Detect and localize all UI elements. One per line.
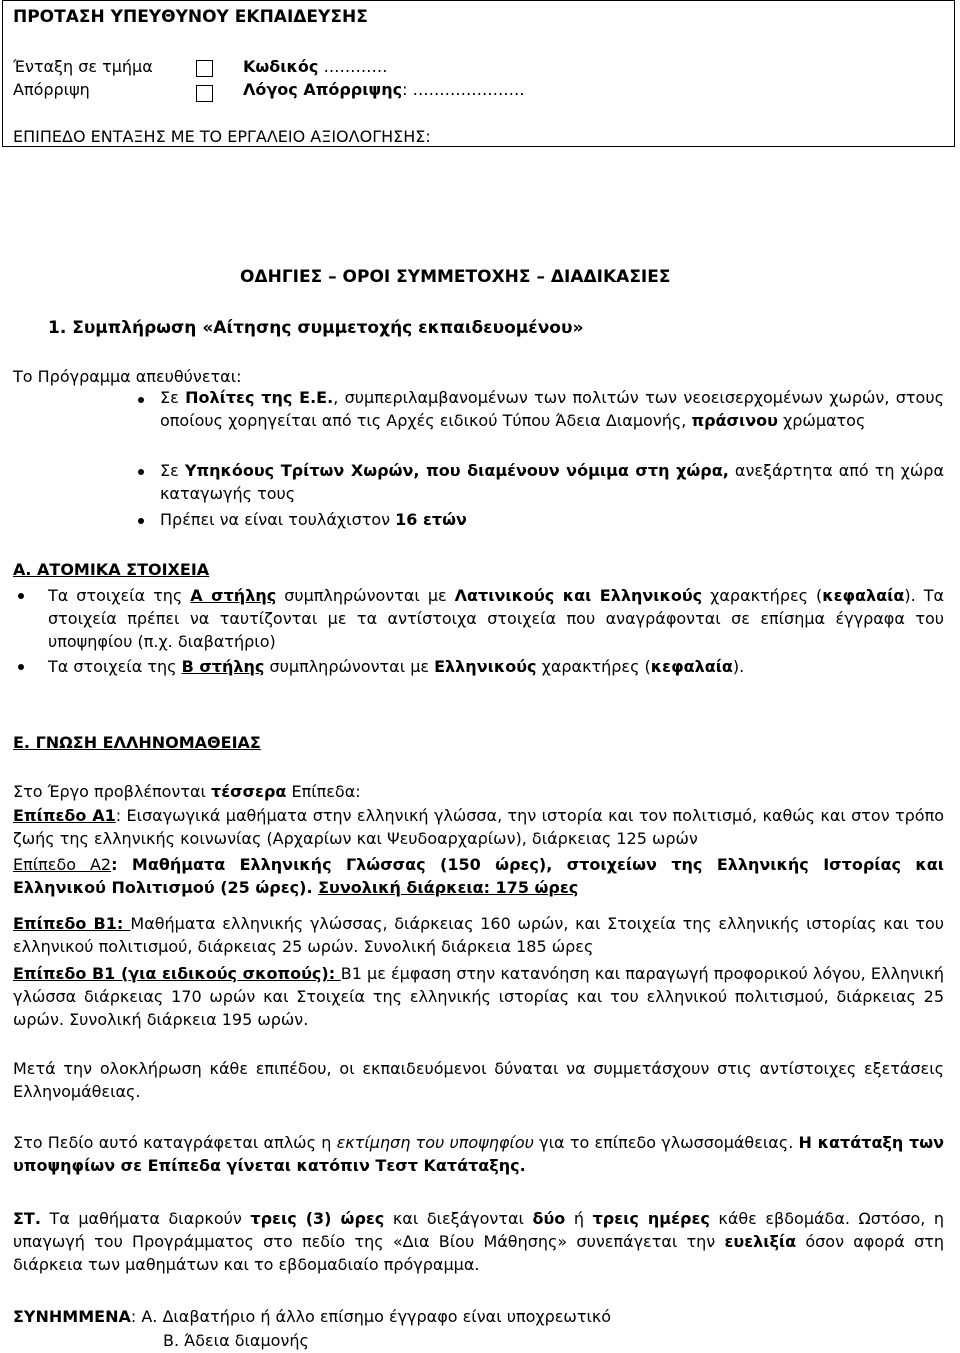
- rejection-reason-row: [243, 78, 525, 101]
- rejection-reason-label: Λόγος Απόρριψης: [243, 80, 403, 99]
- rejection-label: Απόρριψη: [13, 80, 90, 99]
- bullet-icon: [138, 469, 144, 475]
- audience-intro: Το Πρόγραμμα απευθύνεται:: [13, 367, 242, 386]
- inclusion-label: Ένταξη σε τμήμα: [13, 57, 153, 76]
- section-a-column-a: Τα στοιχεία της Α στήλης συμπληρώνονται με Λατινικούς και Ελληνικούς χαρακτήρες (κεφαλαία). Τα στοιχεία πρέπει να ταυτίζονται με τα αντίστοιχα στοιχεία που αναγράφονται σε επίσημα έγγραφα του υποψηφίου (π.χ. διαβατήριο): [48, 586, 945, 651]
- rejection-reason-colon: :: [402, 80, 408, 99]
- code-row: [243, 55, 387, 78]
- level-b1-special: Επίπεδο Β1 (για ειδικούς σκοπούς): Β1 με έμφαση στην κατανόηση και παραγωγή προφορικού λόγου, Ελληνική γλώσσα διάρκειας 170 ωρών και Στοιχεία της ελληνικής ιστορίας και του ελληνικού πολιτισμού, διάρκειας 25 ωρών. Συνολική διάρκεια 195 ωρών.: [13, 964, 945, 1029]
- page-title: ΠΡΟΤΑΣΗ ΥΠΕΥΘΥΝΟΥ ΕΚΠΑΙΔΕΥΣΗΣ: [13, 7, 368, 27]
- rejection-reason-dots: …………………: [412, 80, 525, 99]
- field-note: Στο Πεδίο αυτό καταγράφεται απλώς η εκτίμηση του υποψηφίου για το επίπεδο γλωσσομάθειας. Η κατάταξη των υποψηφίων σε Επίπεδα γίνεται κατόπιν Τεστ Κατάταξης.: [13, 1133, 945, 1175]
- bullet-icon: [138, 397, 144, 403]
- inclusion-checkbox[interactable]: [196, 60, 213, 77]
- instructions-title: ΟΔΗΓΙΕΣ – ΟΡΟΙ ΣΥΜΜΕΤΟΧΗΣ – ΔΙΑΔΙΚΑΣΙΕΣ: [240, 267, 671, 287]
- attachments-residence-permit: Β. Άδεια διαμονής: [163, 1331, 309, 1350]
- section-a-column-b: Τα στοιχεία της Β στήλης συμπληρώνονται με Ελληνικούς χαρακτήρες (κεφαλαία).: [48, 657, 745, 676]
- rejection-checkbox[interactable]: [196, 85, 213, 102]
- bullet-icon: [18, 593, 24, 599]
- code-dots: …………: [323, 57, 388, 76]
- levels-intro: Στο Έργο προβλέπονται τέσσερα Επίπεδα:: [13, 782, 361, 801]
- section-a-title: Α. ΑΤΟΜΙΚΑ ΣΤΟΙΧΕΙΑ: [13, 560, 210, 579]
- level-label: ΕΠΙΠΕΔΟ ΕΝΤΑΞΗΣ ΜΕ ΤΟ ΕΡΓΑΛΕΙΟ ΑΞΙΟΛΟΓΗΣΗΣ:: [13, 127, 431, 146]
- exam-note: Μετά την ολοκλήρωση κάθε επιπέδου, οι εκπαιδευόμενοι δύναται να συμμετάσχουν στις αντίστοιχες εξετάσεις Ελληνομάθειας.: [13, 1059, 944, 1101]
- section1-title: 1. Συμπλήρωση «Αίτησης συμμετοχής εκπαιδευομένου»: [48, 318, 584, 338]
- level-a2: Επίπεδο Α2: Μαθήματα Ελληνικής Γλώσσας (150 ώρες), στοιχείων της Ελληνικής Ιστορίας και Ελληνικού Πολιτισμού (25 ώρες). Συνολική διάρκεια: 175 ώρες: [13, 855, 945, 897]
- bullet-icon: [18, 664, 24, 670]
- level-a1: Επίπεδο Α1: Εισαγωγικά μαθήματα στην ελληνική γλώσσα, την ιστορία και τον πολιτισμό, καθώς και στον τρόπο ζωής της ελληνικής κοινωνίας (Αρχαρίων και Ψευδοαρχαρίων), διάρκειας 125 ωρών: [13, 806, 945, 848]
- bullet-third-country: Σε Υπηκόους Τρίτων Χωρών, που διαμένουν νόμιμα στη χώρα, ανεξάρτητα από τη χώρα καταγωγής τους: [160, 461, 945, 503]
- level-b1: Επίπεδο Β1: Μαθήματα ελληνικής γλώσσας, διάρκειας 160 ωρών, και Στοιχεία της ελληνικής ιστορίας και του ελληνικού πολιτισμού, διάρκειας 25 ωρών. Συνολική διάρκεια 185 ώρες: [13, 914, 944, 956]
- bullet-eu-citizens: Σε Πολίτες της Ε.Ε., συμπεριλαμβανομένων των πολιτών των νεοεισερχομένων χωρών, στους οποίους χορηγείται από τις Αρχές ειδικού Τύπου Άδεια Διαμονής, πράσινου χρώματος: [160, 388, 944, 430]
- bullet-icon: [138, 518, 144, 524]
- bullet-age: Πρέπει να είναι τουλάχιστον 16 ετών: [160, 510, 467, 529]
- section-st: ΣΤ. Τα μαθήματα διαρκούν τρεις (3) ώρες και διεξάγονται δύο ή τρεις ημέρες κάθε εβδομάδα. Ωστόσο, η υπαγωγή του Προγράμματος στο πεδίο της «Δια Βίου Μάθησης» συνεπάγεται την ευελιξία όσον αφορά στη διάρκεια των μαθημάτων και το εβδομαδιαίο πρόγραμμα.: [13, 1209, 945, 1274]
- code-label: Κωδικός: [243, 57, 319, 76]
- section-e-title: Ε. ΓΝΩΣΗ ΕΛΛΗΝΟΜΑΘΕΙΑΣ: [13, 733, 261, 752]
- attachments-line: ΣΥΝΗΜΜΕΝΑ: Α. Διαβατήριο ή άλλο επίσημο έγγραφο είναι υποχρεωτικό: [13, 1307, 612, 1326]
